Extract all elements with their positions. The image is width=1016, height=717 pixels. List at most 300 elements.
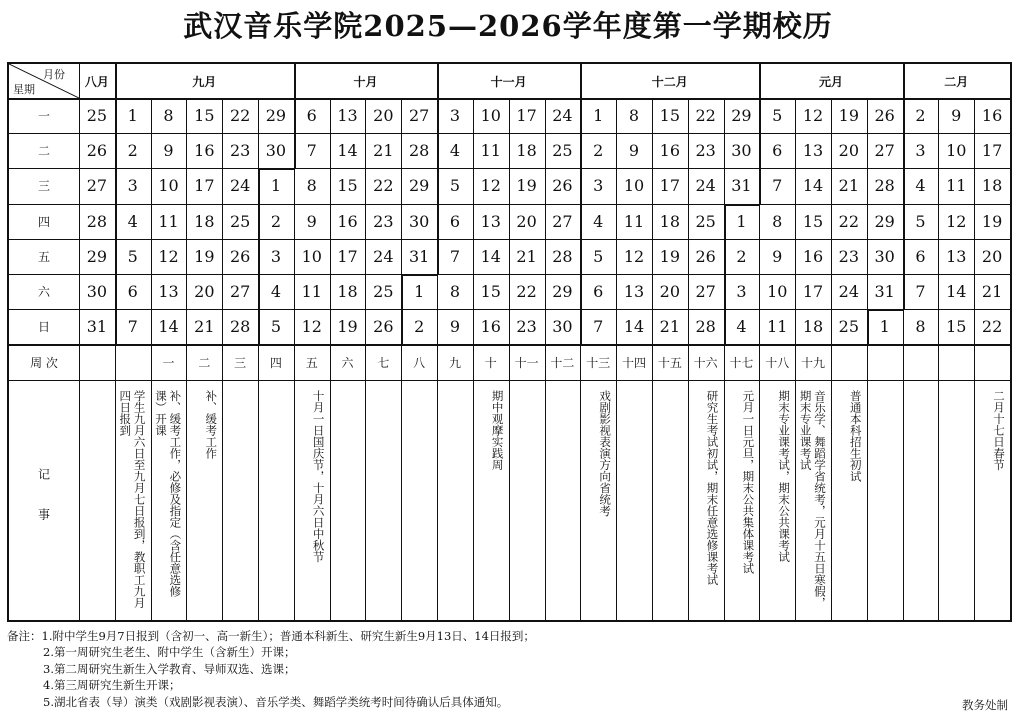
week-note	[83, 390, 111, 610]
grid-line	[580, 64, 582, 98]
week-note	[907, 390, 935, 610]
day-cell: 30	[874, 246, 895, 266]
day-cell: 22	[373, 176, 394, 196]
day-cell: 3	[127, 176, 138, 196]
week-note	[262, 390, 290, 610]
day-cell: 16	[981, 106, 1003, 126]
day-cell: 17	[337, 246, 358, 266]
day-cell: 21	[516, 246, 537, 266]
day-cell: 14	[480, 246, 501, 266]
day-cell: 28	[874, 176, 895, 196]
day-cell: 16	[194, 141, 215, 161]
day-cell: 8	[163, 106, 174, 126]
week-number: 一	[162, 355, 175, 370]
day-cell: 9	[772, 246, 783, 266]
weekday-label: 二	[37, 144, 50, 159]
day-cell: 18	[516, 141, 537, 161]
week-number: 三	[234, 355, 247, 370]
day-cell: 12	[946, 211, 967, 231]
month-header: 十月	[353, 74, 378, 89]
day-cell: 14	[337, 141, 358, 161]
day-cell: 26	[695, 246, 716, 266]
day-cell: 14	[158, 317, 179, 337]
note-line-2: 2.第一周研究生老生、附中学生（含新生）开课；	[43, 645, 296, 660]
weekday-label: 一	[37, 109, 50, 124]
day-cell: 7	[772, 176, 783, 196]
week-number	[938, 344, 974, 380]
day-cell: 5	[915, 211, 926, 231]
grid-line	[724, 204, 760, 206]
day-cell: 5	[127, 246, 138, 266]
day-cell: 20	[838, 141, 860, 161]
grid-line	[903, 98, 905, 309]
grid-line	[330, 98, 331, 620]
office-signature: 教务处制	[962, 698, 1008, 712]
day-cell: 2	[736, 246, 747, 266]
weekday-label: 六	[37, 285, 50, 300]
week-row-label: 周 次	[30, 355, 58, 370]
day-cell: 14	[946, 282, 967, 302]
month-header: 九月	[192, 74, 217, 89]
day-cell: 21	[659, 317, 680, 337]
page-title: 武汉音乐学院2025—2026学年度第一学期校历	[183, 9, 833, 43]
grid-line	[294, 98, 296, 168]
day-cell: 11	[480, 141, 501, 161]
week-number: 十八	[765, 355, 790, 370]
day-cell: 15	[480, 282, 501, 302]
grid-line	[616, 98, 617, 620]
day-cell: 22	[516, 282, 537, 302]
day-cell: 24	[552, 106, 573, 126]
week-number: 十六	[693, 355, 718, 370]
week-number	[115, 344, 151, 380]
day-cell: 31	[86, 317, 108, 337]
day-cell: 18	[802, 317, 824, 337]
day-cell: 23	[516, 317, 537, 337]
day-cell: 13	[337, 106, 358, 126]
day-cell: 19	[981, 211, 1003, 231]
day-cell: 12	[802, 106, 824, 126]
day-cell: 24	[695, 176, 716, 196]
day-cell: 16	[337, 211, 358, 231]
day-cell: 22	[695, 106, 716, 126]
week-note: 十月一日国庆节，十月六日中秋节	[311, 390, 326, 563]
week-note	[620, 390, 648, 610]
day-cell: 26	[373, 317, 394, 337]
day-cell: 20	[194, 282, 215, 302]
day-cell: 7	[127, 317, 138, 337]
grid-line	[401, 274, 403, 344]
day-cell: 16	[802, 246, 824, 266]
day-cell: 31	[408, 246, 430, 266]
week-note: 音乐学、舞蹈学省统考，元月十五日寒假，期末专业课考试	[798, 390, 827, 609]
day-cell: 19	[337, 317, 358, 337]
week-note: 期中观摩实践周	[490, 390, 505, 471]
day-cell: 13	[480, 211, 501, 231]
week-number	[79, 344, 115, 380]
week-note: 二月十七日春节	[991, 390, 1006, 471]
day-cell: 3	[736, 282, 747, 302]
corner-weekday-label: 星期	[13, 83, 35, 96]
day-cell: 17	[981, 141, 1003, 161]
day-cell: 15	[337, 176, 358, 196]
day-cell: 16	[659, 141, 680, 161]
grid-line	[867, 309, 869, 344]
day-cell: 24	[838, 282, 860, 302]
grid-line	[401, 274, 437, 276]
day-cell: 6	[915, 246, 926, 266]
note-line-5: 5.湖北省表（导）演类（戏剧影视表演）、音乐学类、舞蹈学类统考时间待确认后具体通知。	[43, 694, 509, 709]
day-cell: 31	[731, 176, 752, 196]
month-header: 元月	[818, 74, 843, 89]
week-note: 戏剧影视表演方向省统考	[598, 390, 613, 517]
grid-line	[545, 98, 546, 620]
day-cell: 18	[337, 282, 358, 302]
day-cell: 7	[449, 246, 461, 266]
note-line-1: 备注：1.附中学生9月7日报到（含初一、高一新生）；普通本科新生、研究生新生9月13日、14日报到；	[7, 629, 535, 643]
weekday-label: 日	[37, 320, 50, 335]
grid-line	[759, 98, 761, 204]
grid-line	[294, 64, 296, 98]
week-number: 二	[198, 355, 211, 370]
day-cell: 11	[623, 211, 645, 231]
day-cell: 12	[623, 246, 645, 266]
day-cell: 18	[194, 211, 215, 231]
day-cell: 10	[301, 246, 322, 266]
day-cell: 22	[229, 106, 251, 126]
day-cell: 19	[659, 246, 680, 266]
day-cell: 29	[731, 106, 752, 126]
day-cell: 7	[915, 282, 926, 302]
day-cell: 1	[414, 282, 425, 302]
day-cell: 25	[838, 317, 860, 337]
grid-line	[437, 98, 439, 274]
note-line-4: 4.第三周研究生新生开课；	[43, 678, 181, 693]
day-cell: 5	[772, 106, 783, 126]
month-header: 八月	[84, 74, 109, 89]
week-note: 补、缓考工作	[204, 390, 219, 460]
day-cell: 10	[767, 282, 788, 302]
notes-row-label: 记 事	[36, 468, 51, 533]
day-cell: 19	[838, 106, 860, 126]
week-number: 十一	[514, 355, 539, 370]
day-cell: 2	[414, 317, 425, 337]
day-cell: 23	[373, 211, 394, 231]
grid-line	[258, 168, 294, 170]
grid-line	[401, 98, 402, 620]
grid-line	[831, 98, 832, 620]
week-number: 十二	[550, 355, 575, 370]
day-cell: 2	[127, 141, 138, 161]
grid-line	[473, 98, 474, 620]
day-cell: 18	[981, 176, 1003, 196]
day-cell: 28	[552, 246, 573, 266]
grid-line	[724, 204, 726, 345]
day-cell: 7	[593, 317, 604, 337]
day-cell: 7	[306, 141, 317, 161]
day-cell: 4	[127, 211, 138, 231]
week-number: 五	[305, 355, 318, 370]
day-cell: 27	[695, 282, 716, 302]
notes-section	[7, 628, 907, 710]
day-cell: 10	[158, 176, 179, 196]
grid-line	[652, 98, 653, 620]
day-cell: 30	[86, 282, 108, 302]
day-cell: 27	[552, 211, 573, 231]
grid-line	[294, 98, 295, 620]
grid-line	[688, 98, 689, 620]
grid-line	[795, 98, 796, 620]
week-note	[441, 390, 469, 610]
week-number: 十三	[586, 355, 611, 370]
day-cell: 22	[838, 211, 860, 231]
day-cell: 10	[946, 141, 967, 161]
day-cell: 22	[981, 317, 1003, 337]
day-cell: 26	[229, 246, 251, 266]
day-cell: 15	[659, 106, 680, 126]
day-cell: 5	[593, 246, 604, 266]
day-cell: 12	[158, 246, 179, 266]
day-cell: 11	[158, 211, 179, 231]
day-cell: 21	[838, 176, 860, 196]
day-cell: 5	[449, 176, 461, 196]
day-cell: 27	[408, 106, 430, 126]
day-cell: 6	[772, 141, 783, 161]
grid-line	[759, 64, 761, 98]
day-cell: 15	[194, 106, 215, 126]
grid-line	[938, 98, 939, 620]
day-cell: 13	[623, 282, 645, 302]
grid-line	[974, 98, 975, 620]
day-cell: 14	[623, 317, 645, 337]
corner-month-label: 月份	[43, 68, 65, 81]
week-note	[334, 390, 362, 610]
day-cell: 9	[449, 317, 461, 337]
day-cell: 29	[86, 246, 108, 266]
day-cell: 4	[736, 317, 747, 337]
day-cell: 6	[306, 106, 317, 126]
day-cell: 29	[265, 106, 287, 126]
day-cell: 28	[229, 317, 251, 337]
day-cell: 24	[229, 176, 251, 196]
day-cell: 8	[628, 106, 640, 126]
day-cell: 1	[879, 317, 890, 337]
day-cell: 23	[838, 246, 860, 266]
day-cell: 11	[946, 176, 967, 196]
day-cell: 27	[229, 282, 251, 302]
week-note: 普通本科招生初试	[848, 390, 863, 483]
day-cell: 30	[552, 317, 573, 337]
day-cell: 14	[802, 176, 824, 196]
day-cell: 2	[270, 211, 282, 231]
grid-line	[222, 98, 223, 620]
week-note: 元月一日元旦，期末公共集体课考试	[741, 390, 756, 575]
grid-line	[437, 64, 439, 98]
day-cell: 11	[301, 282, 322, 302]
day-cell: 25	[373, 282, 394, 302]
day-cell: 17	[194, 176, 215, 196]
week-number	[974, 344, 1010, 380]
day-cell: 29	[408, 176, 430, 196]
note-line-3: 3.第二周研究生新生入学教育、导师双选、选课；	[43, 661, 296, 676]
week-number: 七	[377, 355, 390, 370]
week-number: 十	[484, 355, 497, 370]
day-cell: 27	[874, 141, 895, 161]
day-cell: 8	[772, 211, 783, 231]
day-cell: 23	[229, 141, 251, 161]
weekday-label: 五	[37, 249, 50, 264]
day-cell: 17	[516, 106, 537, 126]
grid-line	[867, 309, 903, 311]
month-header: 二月	[944, 74, 969, 89]
day-cell: 26	[552, 176, 573, 196]
day-cell: 4	[593, 211, 604, 231]
week-number: 四	[269, 355, 282, 370]
week-note	[871, 390, 899, 610]
week-note: 补、缓考工作，必修及指定（含任意选修课）开课	[154, 390, 183, 598]
week-number: 十七	[729, 355, 754, 370]
day-cell: 17	[659, 176, 680, 196]
day-cell: 29	[552, 282, 573, 302]
day-cell: 12	[480, 176, 501, 196]
day-cell: 21	[981, 282, 1003, 302]
day-cell: 15	[946, 317, 967, 337]
day-cell: 29	[874, 211, 895, 231]
day-cell: 21	[194, 317, 215, 337]
weekday-label: 四	[37, 214, 50, 229]
day-cell: 1	[736, 211, 747, 231]
day-cell: 8	[915, 317, 926, 337]
day-cell: 24	[373, 246, 394, 266]
day-cell: 30	[408, 211, 430, 231]
grid-line	[258, 168, 260, 344]
week-number: 九	[448, 355, 461, 370]
day-cell: 25	[86, 106, 108, 126]
day-cell: 15	[802, 211, 824, 231]
week-number: 十九	[801, 355, 826, 370]
day-cell: 1	[127, 106, 138, 126]
day-cell: 13	[946, 246, 967, 266]
day-cell: 28	[408, 141, 430, 161]
day-cell: 10	[480, 106, 501, 126]
week-note	[942, 390, 970, 610]
day-cell: 16	[480, 317, 501, 337]
month-header: 十二月	[651, 74, 688, 89]
day-cell: 8	[449, 282, 461, 302]
week-number: 十四	[622, 355, 647, 370]
day-cell: 4	[449, 141, 461, 161]
week-note	[656, 390, 684, 610]
day-cell: 20	[981, 246, 1003, 266]
day-cell: 6	[593, 282, 604, 302]
day-cell: 19	[516, 176, 537, 196]
day-cell: 9	[628, 141, 640, 161]
grid-line	[79, 64, 80, 620]
day-cell: 23	[695, 141, 716, 161]
week-note: 学生九月六日至九月七日报到，教职工九月四日报到	[118, 390, 147, 609]
week-number	[867, 344, 903, 380]
day-cell: 1	[270, 176, 282, 196]
calendar-table	[7, 62, 1012, 622]
week-note	[513, 390, 541, 610]
grid-line	[115, 64, 117, 98]
day-cell: 31	[874, 282, 895, 302]
day-cell: 25	[552, 141, 573, 161]
day-cell: 28	[695, 317, 716, 337]
day-cell: 26	[86, 141, 108, 161]
day-cell: 9	[306, 211, 317, 231]
day-cell: 9	[163, 141, 174, 161]
week-note	[405, 390, 433, 610]
day-cell: 25	[695, 211, 716, 231]
week-note	[226, 390, 254, 610]
week-note: 研究生考试初试，期末任意选修课考试	[705, 390, 720, 586]
day-cell: 3	[915, 141, 926, 161]
day-cell: 3	[270, 246, 282, 266]
week-note	[369, 390, 397, 610]
day-cell: 17	[802, 282, 824, 302]
day-cell: 25	[229, 211, 251, 231]
day-cell: 3	[449, 106, 461, 126]
day-cell: 12	[301, 317, 322, 337]
day-cell: 9	[951, 106, 962, 126]
day-cell: 11	[767, 317, 788, 337]
week-number: 十五	[657, 355, 682, 370]
day-cell: 20	[373, 106, 394, 126]
month-header: 十一月	[490, 74, 527, 89]
grid-line	[903, 64, 905, 98]
grid-line	[115, 98, 117, 344]
day-cell: 30	[731, 141, 752, 161]
day-cell: 1	[593, 106, 604, 126]
grid-line	[724, 98, 725, 620]
day-cell: 20	[516, 211, 537, 231]
day-cell: 21	[373, 141, 394, 161]
grid-line	[580, 98, 582, 344]
day-cell: 27	[86, 176, 108, 196]
day-cell: 4	[270, 282, 282, 302]
day-cell: 19	[194, 246, 215, 266]
day-cell: 28	[86, 211, 108, 231]
day-cell: 5	[270, 317, 282, 337]
day-cell: 3	[593, 176, 604, 196]
day-cell: 6	[127, 282, 138, 302]
week-number: 八	[413, 355, 426, 370]
grid-line	[509, 98, 510, 620]
day-cell: 6	[449, 211, 461, 231]
day-cell: 10	[623, 176, 645, 196]
day-cell: 26	[874, 106, 895, 126]
day-cell: 13	[802, 141, 824, 161]
week-note: 期末专业课考试，期末公共课考试	[777, 390, 792, 563]
day-cell: 13	[158, 282, 179, 302]
week-number: 六	[341, 355, 354, 370]
week-number	[831, 344, 867, 380]
grid-line	[186, 98, 187, 620]
day-cell: 2	[593, 141, 604, 161]
day-cell: 20	[659, 282, 680, 302]
week-note	[549, 390, 577, 610]
weekday-label: 三	[37, 179, 50, 194]
day-cell: 18	[659, 211, 680, 231]
day-cell: 8	[306, 176, 317, 196]
grid-line	[365, 98, 366, 620]
day-cell: 4	[915, 176, 926, 196]
day-cell: 2	[915, 106, 926, 126]
day-cell: 30	[265, 141, 287, 161]
week-number	[903, 344, 939, 380]
grid-line	[867, 98, 868, 620]
